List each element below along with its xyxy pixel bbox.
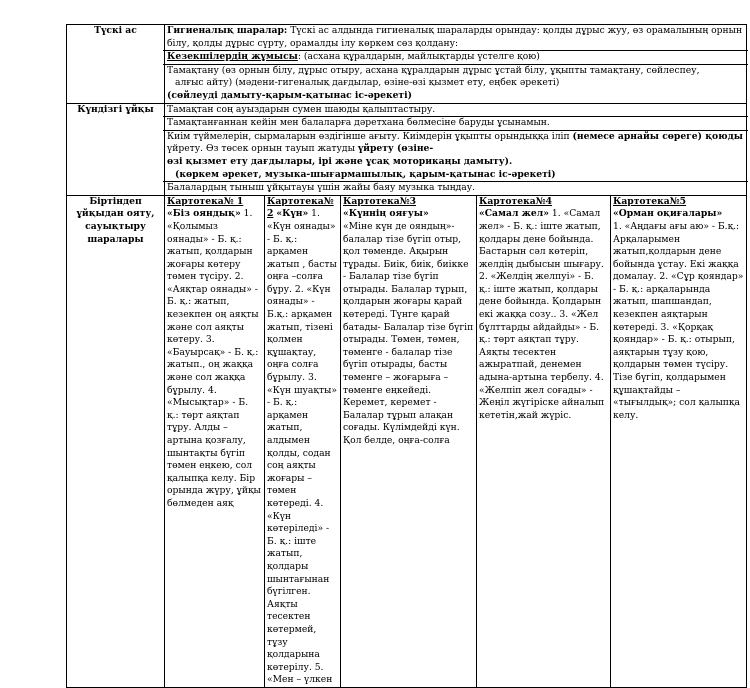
card-1-title: Картотека№ 1 (167, 195, 244, 207)
sleep-content (165, 103, 747, 195)
sleep-line-2: Тамақтанғаннан кейін мен балаларға дәретхана бөлмесіне баруды ұсынамын. (167, 117, 550, 129)
meal-line-2: алғыс айту) (мәдени-гигеналық дағдылар, өзіне-өзі қызмет ету, еңбек әрекеті) (175, 77, 560, 89)
hygiene-block (165, 25, 746, 50)
sleep-bold-line-2: (көркем әрекет, музыка-шығармашылық, қарым-қатынас іс-әрекеті) (175, 168, 556, 180)
lunch-header-text: Түскі ас (94, 25, 137, 36)
card-4 (477, 195, 611, 687)
card-4-title: Картотека№4 (479, 195, 553, 207)
card-2-subtitle: «Күн» (276, 208, 309, 220)
sleep-line-1: Тамақтан соң ауыздарын сумен шаюды қалыптастыру. (167, 103, 436, 115)
sleep-para-text: Киім түймелерін, сырмаларын өздігінше ағыту. Киімдерін ұқыпты орындыққа іліп (167, 130, 573, 142)
meal-bold: (сөйлеудi дамыту-қарым-қатынас iс-әрекетi) (167, 89, 412, 101)
card-2-title: Картотека№2 (267, 195, 334, 220)
hygiene-text: Түскі ас алдында гигиеналық шараларды орындау: қолды дұрыс жуу, өз орамалының орнын білу, қолды дұрыс сүрту, орамалды ілу көркем сөз қолдану: (167, 25, 743, 49)
card-3-subtitle: «Күннің ояғуы» (343, 208, 429, 220)
meal-line-1: Тамақтану (өз орнын білу, дұрыс отыру, асхана құралдарын дұрыс ұстай білу, ұқыпты тамақтану, сөйлеспеу, (167, 64, 700, 76)
wakeup-header-text: Біртіндеп ұйқыдан ояту, сауықтыру шаралары (76, 195, 155, 245)
card-3-body: «Міне күн де ояндың»-балалар тізе бүгіп отыр, қол төменде. Ақырын тұрады. Биік, биік, биікке - Балалар тізе бүгіп отырады. Балалар тұрып, қолдарын жоғары қарай көтереді. Түнге қарай батады- Балалар тізе бүгіп отырады. Төмен, төмен, төменге - балалар тізе бүгіп отырады, басты төменге – жоғарыға – төменге еңкейеді. Керемет, керемет - Балалар тұрып алақан соғады. Күлімдейді күн. Қол белде, оңға-солға (343, 220, 474, 446)
hygiene-label: Гигиеналық шаралар: (167, 25, 288, 36)
card-5-body: 1. «Аңдағы ағы аю» - Б.қ.: Арқаларымен жатып,қолдарын дене бойында ұстау. Екі жаққа домалау. 2. «Сұр қояндар» - Б. қ.: арқаларында жатып, шапшандап, кезекпен аяқтарын көтереді. 3. «Қорқақ қояндар» - Б. қ.: отырып, аяқтарын тұзу қою, қолдарын төмен түсіру. Тізе бүгіп, қолдарымен құшақтайды – «тығылдық»; сол қалыпқа келу. (613, 220, 744, 421)
row-header-sleep (67, 103, 165, 195)
row-wakeup (67, 195, 747, 687)
duty-block (165, 51, 746, 64)
schedule-table (66, 24, 747, 688)
card-2 (265, 195, 341, 687)
sleep-para (165, 131, 746, 181)
row-header-lunch (67, 25, 165, 104)
card-5-title: Картотека№5 (613, 195, 687, 207)
card-1-subtitle-rest: 1. (240, 208, 253, 220)
card-1-body: «Қолымыз оянады» - Б. қ.: жатып, қолдарын жоғары көтеру төмен түсіру. 2. «Аяқтар оянады» - Б. қ.: жатып, кезекпен оң аяқты және сол аяқты көтеру. 3. «Бауырсақ» - Б. қ.: жатып., оң жаққа және сол жаққа бұрылу. 4. «Мысықтар» - Б. қ.: төрт аяқтап тұру. Алды –артына қозғалу, шынтақты бүгіп төмен еңкею, сол қалыпқа келу. Бір орында жүру, ұйқы бөлмеден аяқ (167, 220, 261, 509)
card-1 (165, 195, 265, 687)
sleep-last-line: Балалардың тыныш ұйқытауы үшін жайы баяу музыка тыңдау. (167, 182, 476, 194)
card-4-body: 1. «Самал жел» - Б. қ.: іште жатып, қолдары дене бойында. Бастарын сәл көтеріп, желдің дыбысын шығару. 2. «Желдің желпуі» - Б. қ.: іште жатып, қолдары дене бойында. Қолдарын екі жаққа созу.. 3. «Жел бұлттарды айдайды» - Б. қ.: төрт аяқтап тұру. Аяқты тесектен ажыратпай, денемен адына-артына тербелу. 4. «Желпіп жел соғады» - Жеңіл жүгіріске айналып кететін,жай жүріс. (479, 208, 605, 421)
card-5-subtitle: «Орман оқиғалары» (613, 208, 723, 220)
card-1-subtitle: «Біз ояндық» (167, 208, 241, 220)
duty-label: Кезекшілердің жұмысы (167, 51, 298, 63)
sleep-para-bold-2: үйрету (өзіне- (357, 143, 434, 155)
card-4-subtitle: «Самал жел» (479, 208, 549, 220)
row-header-wakeup (67, 195, 165, 687)
document-page (66, 24, 746, 688)
row-lunch (67, 25, 747, 104)
card-3 (341, 195, 477, 687)
sleep-header-text: Күндізгі ұйқы (77, 103, 154, 115)
row-sleep (67, 103, 747, 195)
card-5 (611, 195, 747, 687)
sleep-para-text-2: үйрету. Өз төсек орнын тауып жатуды (167, 143, 358, 155)
sleep-bold-line-1: өзі қызмет ету дағдылары, ірі және ұсақ моторикаңы дамыту). (167, 155, 513, 167)
card-2-body: 1. «Күн оянады» - Б. қ.: арқамен жатып , басты оңға –солға бұру. 2. «Күн оянады» - Б.қ.: арқамен жатып, тізені қолмен құшақтау, оңға солға бұрылу. 3. «Күн шуақты» - Б. қ.: арқамен жатып, алдымен қолды, содан соң аяқты жоғары – төмен көтереді. 4. «Күн көтеріледі» - Б. қ.: іште жатып, қолдары шынтағынан бүгілген. Аяқты тесектен көтермей, тұзу қолдарына көтерілу. 5. «Мен – үлкен (267, 208, 337, 686)
card-3-title: Картотека№3 (343, 195, 417, 207)
meal-block (165, 65, 746, 103)
lunch-content (165, 25, 747, 104)
duty-text: : (асхана құралдарын, майлықтарды үстелге қою) (297, 51, 540, 63)
sleep-para-bold: (немесе арнайы сөреге) қоюды (572, 130, 743, 142)
